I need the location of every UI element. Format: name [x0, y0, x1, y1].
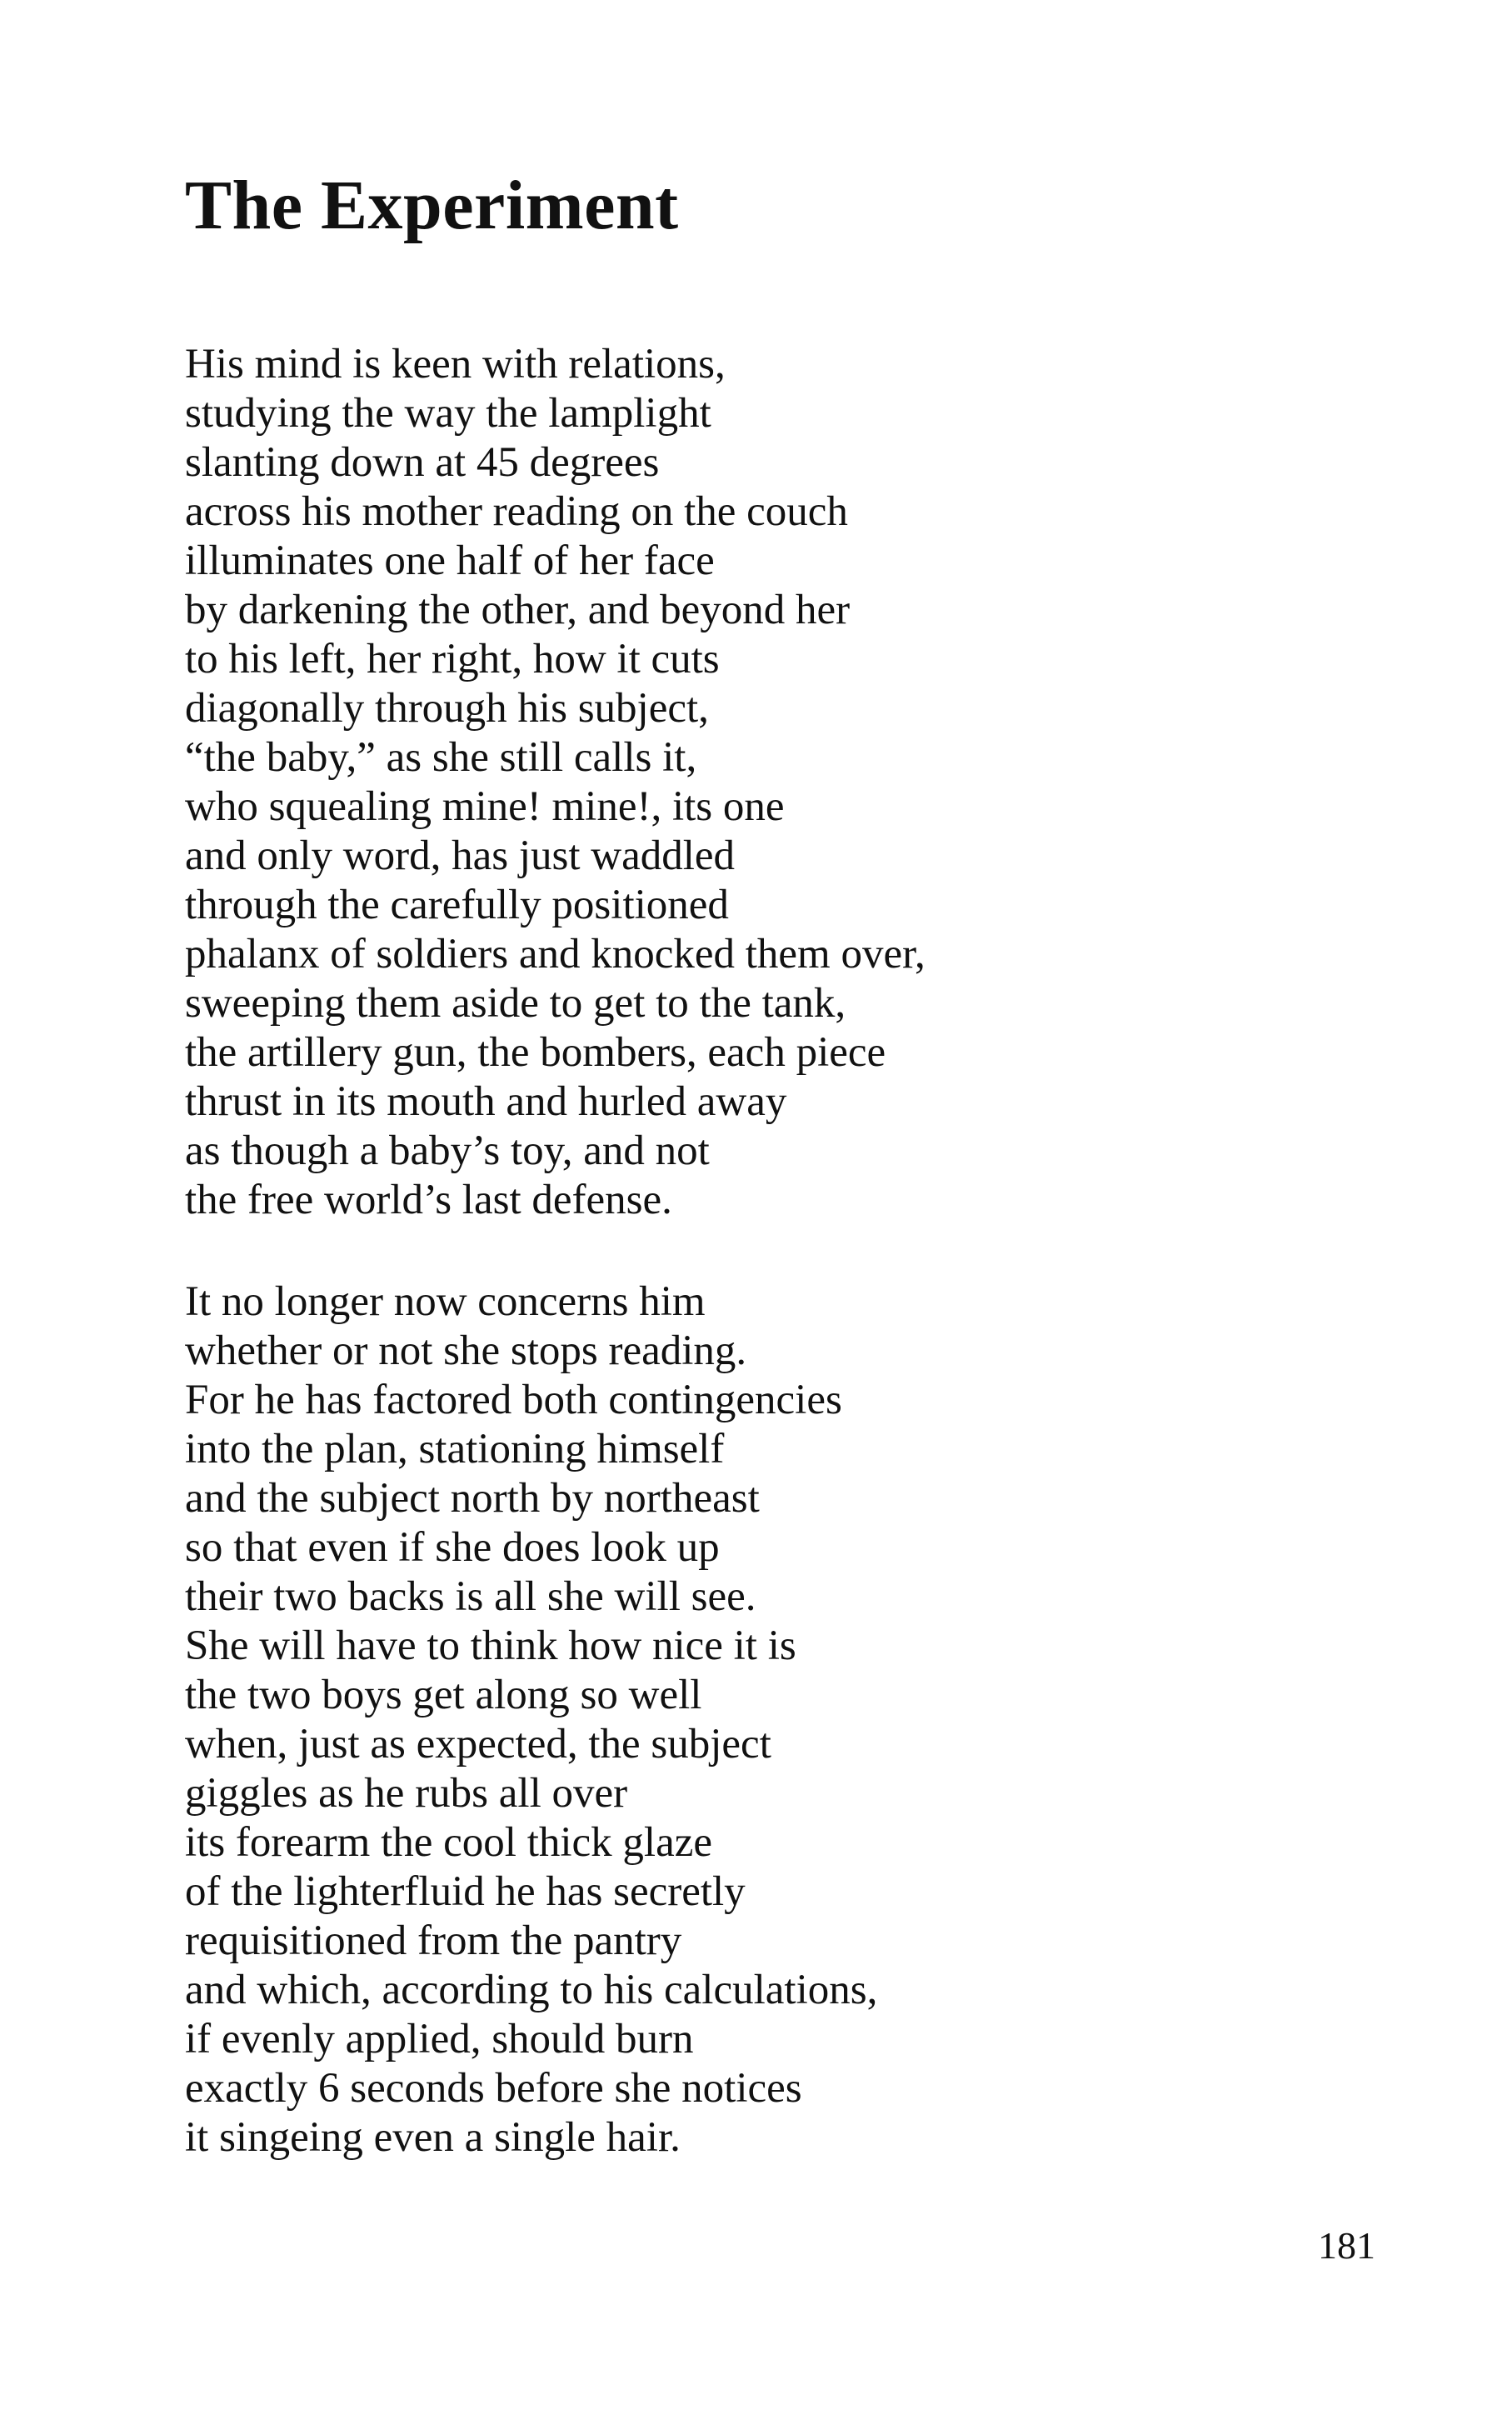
poem-title: The Experiment: [185, 167, 679, 244]
poem-line: exactly 6 seconds before she notices: [185, 2065, 802, 2112]
poem-line: as though a baby’s toy, and not: [185, 1128, 710, 1174]
poem-line: who squealing mine! mine!, its one: [185, 783, 785, 830]
poem-line: by darkening the other, and beyond her: [185, 587, 851, 633]
poem-line: diagonally through his subject,: [185, 685, 709, 732]
poem-line: giggles as he rubs all over: [185, 1770, 628, 1817]
poem-line: when, just as expected, the subject: [185, 1721, 771, 1768]
stanza-2: [185, 1278, 926, 2162]
poem-line: sweeping them aside to get to the tank,: [185, 980, 846, 1027]
poem-line: slanting down at 45 degrees: [185, 439, 660, 486]
poem-line: “the baby,” as she still calls it,: [185, 734, 697, 781]
poem-line: through the carefully positioned: [185, 882, 729, 928]
poem-line: of the lighterfluid he has secretly: [185, 1868, 746, 1915]
poem-line: requisitioned from the pantry: [185, 1918, 682, 1964]
page-number: 181: [1318, 2224, 1375, 2267]
poem-line: their two backs is all she will see.: [185, 1573, 756, 1620]
poem-line: its forearm the cool thick glaze: [185, 1819, 712, 1866]
poem-line: into the plan, stationing himself: [185, 1426, 725, 1472]
poem-line: For he has factored both contingencies: [185, 1377, 842, 1423]
poem-line: and only word, has just waddled: [185, 832, 736, 879]
poem-body: [185, 340, 926, 2162]
poem-line: illuminates one half of her face: [185, 538, 715, 584]
poem-line: phalanx of soldiers and knocked them over,: [185, 931, 926, 978]
poem-line: the free world’s last defense.: [185, 1177, 672, 1223]
poem-line: the artillery gun, the bombers, each piece: [185, 1029, 886, 1076]
poem-line: and which, according to his calculations,: [185, 1967, 878, 2013]
poem-line: studying the way the lamplight: [185, 390, 711, 437]
poem-line: It no longer now concerns him: [185, 1278, 706, 1325]
poem-line: thrust in its mouth and hurled away: [185, 1078, 787, 1125]
stanza-break: [185, 1225, 926, 1278]
stanza-1: [185, 340, 926, 1225]
poem-line: to his left, her right, how it cuts: [185, 636, 720, 682]
poem-line: it singeing even a single hair.: [185, 2114, 681, 2161]
poem-line: the two boys get along so well: [185, 1672, 702, 1718]
poem-line: across his mother reading on the couch: [185, 488, 848, 535]
poem-line: if evenly applied, should burn: [185, 2016, 694, 2062]
poem-line: whether or not she stops reading.: [185, 1328, 747, 1374]
poem-line: so that even if she does look up: [185, 1524, 720, 1571]
poem-line: and the subject north by northeast: [185, 1475, 760, 1522]
poem-line: His mind is keen with relations,: [185, 341, 726, 388]
poem-line: She will have to think how nice it is: [185, 1622, 796, 1669]
